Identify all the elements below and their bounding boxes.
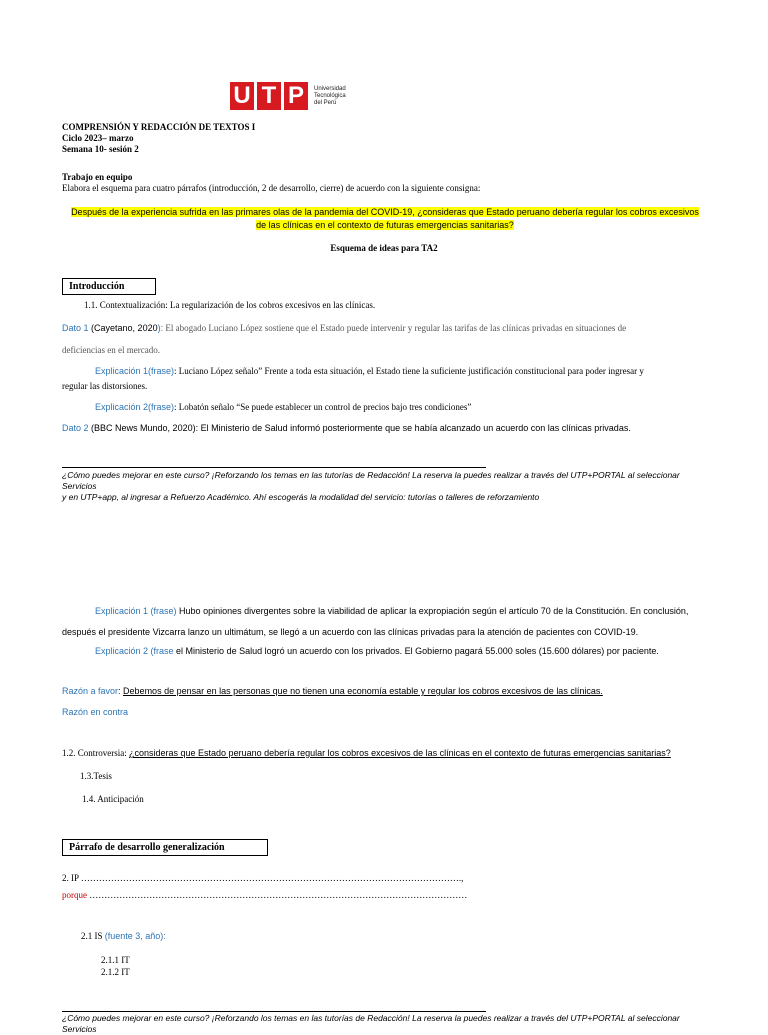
dato2-text: : El Ministerio de Salud informó posteriormente que se había alcanzado un acuerdo con las clínicas privadas. [195, 423, 631, 433]
ip-line: 2. IP ………………………………………………………………………………………………………………., [62, 873, 464, 883]
p2-expl1-text: Hubo opiniones divergentes sobre la viabilidad de aplicar la expropiación según el artículo 70 de la Constitución. En conclusión, [176, 606, 689, 616]
logo-letter-t: T [261, 82, 277, 109]
is-line [81, 930, 166, 942]
footnote: ¿Cómo puedes mejorar en este curso? ¡Reforzando los temas en las tutorías de Redacción! La reserva la puedes realizar a través del UTP+PORTAL al seleccionar Servicios y en UTP+app, al ingresar a Refuerzo Académico. Ahí escogerás la modalidad del servicio: tutorías o talleres de reforzamiento [62, 470, 680, 502]
is-label: 2.1 IS [81, 931, 105, 941]
expl1-text: : Luciano López señalo” Frente a toda esta situación, el Estado tiene la suficiente justificación constitucional para poder ingresar y [174, 366, 644, 376]
expl1-text-cont: regular las distorsiones. [62, 381, 148, 391]
intro-context: 1.1. Contextualización: La regularización de los cobros excesivos en las clínicas. [84, 300, 376, 310]
task-instruction: Elabora el esquema para cuatro párrafos (introducción, 2 de desarrollo, cierre) de acuerdo con la siguiente consigna: [62, 183, 481, 193]
p2-expl2-label: Explicación 2 (frase [95, 646, 174, 656]
utp-logo [230, 82, 364, 110]
porque-line: porque ……………………………………………………………………………………………………………… [62, 890, 468, 900]
logo-letter-u: U [233, 82, 251, 109]
scheme-title: Esquema de ideas para TA2 [330, 243, 438, 253]
intro-section-title: Introducción [62, 278, 156, 295]
dato1-source: Cayetano, 2020 [94, 323, 158, 333]
dato1-text-cont: deficiencias en el mercado. [62, 345, 160, 355]
controversy-label: 1.2. Controversia: [62, 748, 129, 758]
course-week: Semana 10- sesión 2 [62, 144, 139, 154]
utp-logo-mark [230, 82, 308, 110]
expl1-label: Explicación 1(frase) [95, 366, 175, 376]
razon-contra-label: Razón en contra [62, 707, 129, 717]
porque-label: porque [62, 890, 87, 900]
p2-expl1-text-cont: después el presidente Vizcarra lanzo un ultimátum, se llegó a un acuerdo con las clínicas privadas para la atención de pacientes con COVID-19. [62, 627, 639, 637]
dato1-label: Dato 1 [62, 323, 89, 333]
tesis-label: 1.3.Tesis [80, 771, 112, 781]
expl2-text: : Lobatón señalo “Se puede establecer un control de precios bajo tres condiciones” [174, 402, 472, 412]
course-cycle: Ciclo 2023– marzo [62, 133, 134, 143]
course-title: COMPRENSIÓN Y REDACCIÓN DE TEXTOS I [62, 122, 256, 132]
task-title: Trabajo en equipo [62, 172, 133, 182]
it2-label: 2.1.2 IT [101, 967, 130, 977]
dato2-source: (BBC News Mundo, 2020) [88, 423, 196, 433]
logo-letter-p: P [287, 82, 304, 109]
dev-section-title: Párrafo de desarrollo generalización [62, 839, 268, 856]
footnote-rule [62, 467, 486, 468]
task-prompt-line2: de las clínicas en el contexto de futuras emergencias sanitarias? [256, 220, 514, 230]
it1-label: 2.1.1 IT [101, 955, 130, 965]
p2-expl1-line [95, 605, 710, 617]
expl2-line [95, 401, 471, 413]
dato2-line [62, 422, 631, 434]
task-prompt [62, 206, 708, 232]
p2-expl2-text: el Ministerio de Salud logró un acuerdo con los privados. El Gobierno pagará 55.000 soles (15.600 dólares) por paciente. [173, 646, 659, 656]
p2-expl2-line [95, 645, 659, 657]
dato2-label: Dato 2 [62, 423, 89, 433]
footnote2: ¿Cómo puedes mejorar en este curso? ¡Reforzando los temas en las tutorías de Redacción! La reserva la puedes realizar a través del UTP+PORTAL al seleccionar Servicios [62, 1013, 680, 1034]
dato1-line: Dato 1 (Cayetano, 2020): El abogado Luciano López sostiene que el Estado puede intervenir y regular las tarifas de las clínicas privadas en situaciones de [62, 323, 627, 333]
footnote2-rule [62, 1011, 486, 1012]
controversy-text: ¿consideras que Estado peruano debería regular los cobros excesivos de las clínicas en el contexto de futuras emergencias sanitarias? [129, 748, 671, 758]
expl2-label: Explicación 2(frase) [95, 402, 175, 412]
p2-expl1-label: Explicación 1 (frase) [95, 606, 177, 616]
is-source: (fuente 3, año): [104, 931, 166, 941]
controversy-line [62, 747, 671, 759]
expl1-line [95, 365, 715, 377]
task-prompt-line1: Después de la experiencia sufrida en las primares olas de la pandemia del COVID-19, ¿consideras que Estado peruano debería regular los cobros excesivos [71, 207, 699, 217]
dato1-text: El abogado Luciano López sostiene que el Estado puede intervenir y regular las tarifas de las clínicas privadas en situaciones de [163, 323, 627, 333]
razon-favor-label: Razón a favor [62, 686, 119, 696]
anticipacion-label: 1.4. Anticipación [82, 794, 144, 804]
logo-university-name: Universidad Tecnológica del Perú [314, 85, 346, 106]
razon-favor-line: Razón a favor: Debemos de pensar en las personas que no tienen una economía estable y regular los cobros excesivos de las clínicas. [62, 686, 603, 696]
razon-favor-text: Debemos de pensar en las personas que no tienen una economía estable y regular los cobros excesivos de las clínicas. [123, 686, 603, 696]
